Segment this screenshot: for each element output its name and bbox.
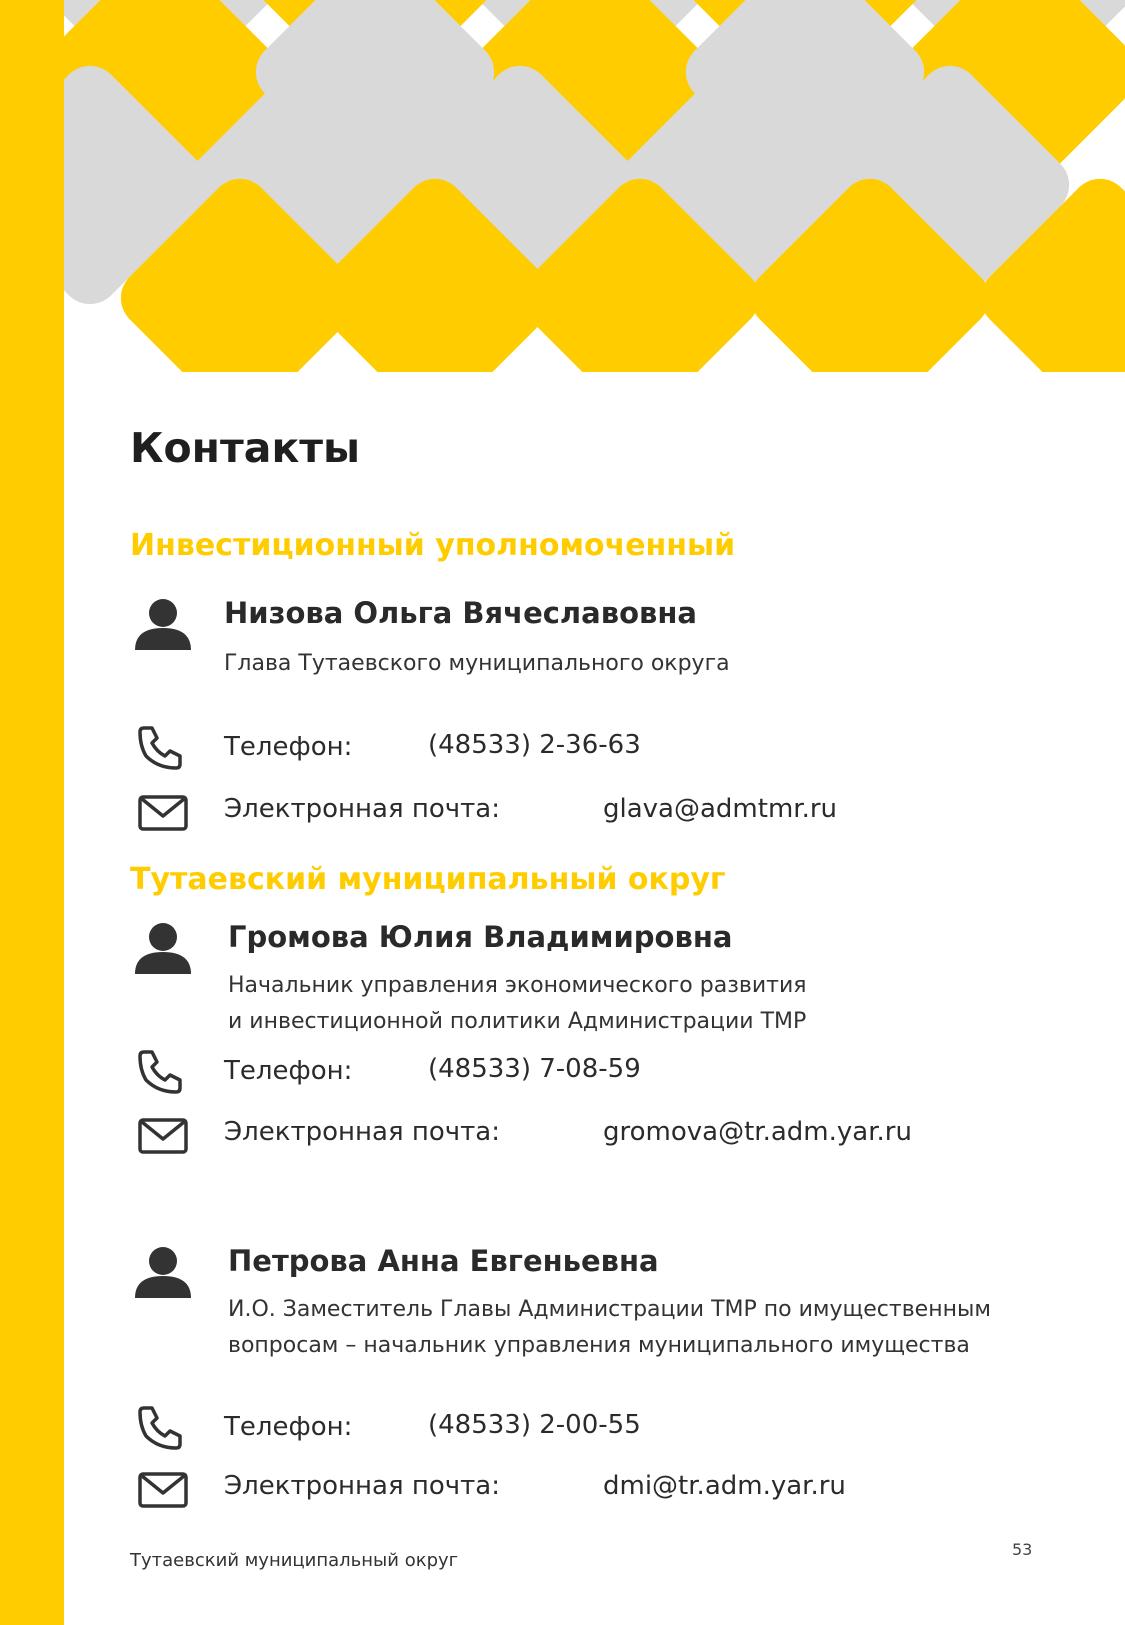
phone-icon (138, 1048, 184, 1094)
contact-position: Глава Тутаевского муниципального округа (224, 651, 730, 676)
page-number: 53 (1012, 1540, 1033, 1559)
email-value[interactable]: gromova@tr.adm.yar.ru (603, 1117, 912, 1147)
mail-icon (138, 1472, 188, 1508)
contact-position-line-2: вопросам – начальник управления муниципального имущества (228, 1333, 970, 1358)
person-icon (133, 1246, 193, 1298)
decorative-pattern (64, 0, 1125, 372)
phone-icon (138, 724, 184, 770)
contact-name: Громова Юлия Владимировна (228, 920, 733, 954)
person-icon (133, 598, 193, 650)
phone-label: Телефон: (224, 732, 353, 762)
email-value[interactable]: glava@admtmr.ru (603, 794, 837, 824)
side-stripe (0, 0, 64, 1625)
contact-position-line-1: И.О. Заместитель Главы Администрации ТМР по имущественным (228, 1297, 991, 1322)
email-label: Электронная почта: (224, 1471, 500, 1501)
email-label: Электронная почта: (224, 1117, 500, 1147)
mail-icon (138, 1118, 188, 1154)
mail-icon (138, 795, 188, 831)
contact-name: Петрова Анна Евгеньевна (228, 1244, 659, 1278)
phone-value: (48533) 2-36-63 (428, 730, 641, 760)
phone-icon (138, 1404, 184, 1450)
phone-label: Телефон: (224, 1412, 353, 1442)
phone-label: Телефон: (224, 1056, 353, 1086)
phone-value: (48533) 2-00-55 (428, 1410, 641, 1440)
contact-position-line-2: и инвестиционной политики Администрации ТМР (228, 1009, 807, 1034)
section-title-investment: Инвестиционный уполномоченный (130, 528, 736, 563)
contact-name: Низова Ольга Вячеславовна (224, 596, 697, 630)
footer-text: Тутаевский муниципальный округ (130, 1550, 459, 1571)
contact-position-line-1: Начальник управления экономического развития (228, 973, 807, 998)
phone-value: (48533) 7-08-59 (428, 1054, 641, 1084)
email-value[interactable]: dmi@tr.adm.yar.ru (603, 1471, 846, 1501)
section-title-district: Тутаевский муниципальный округ (130, 862, 726, 897)
page-title: Контакты (130, 424, 361, 472)
person-icon (133, 922, 193, 974)
email-label: Электронная почта: (224, 794, 500, 824)
